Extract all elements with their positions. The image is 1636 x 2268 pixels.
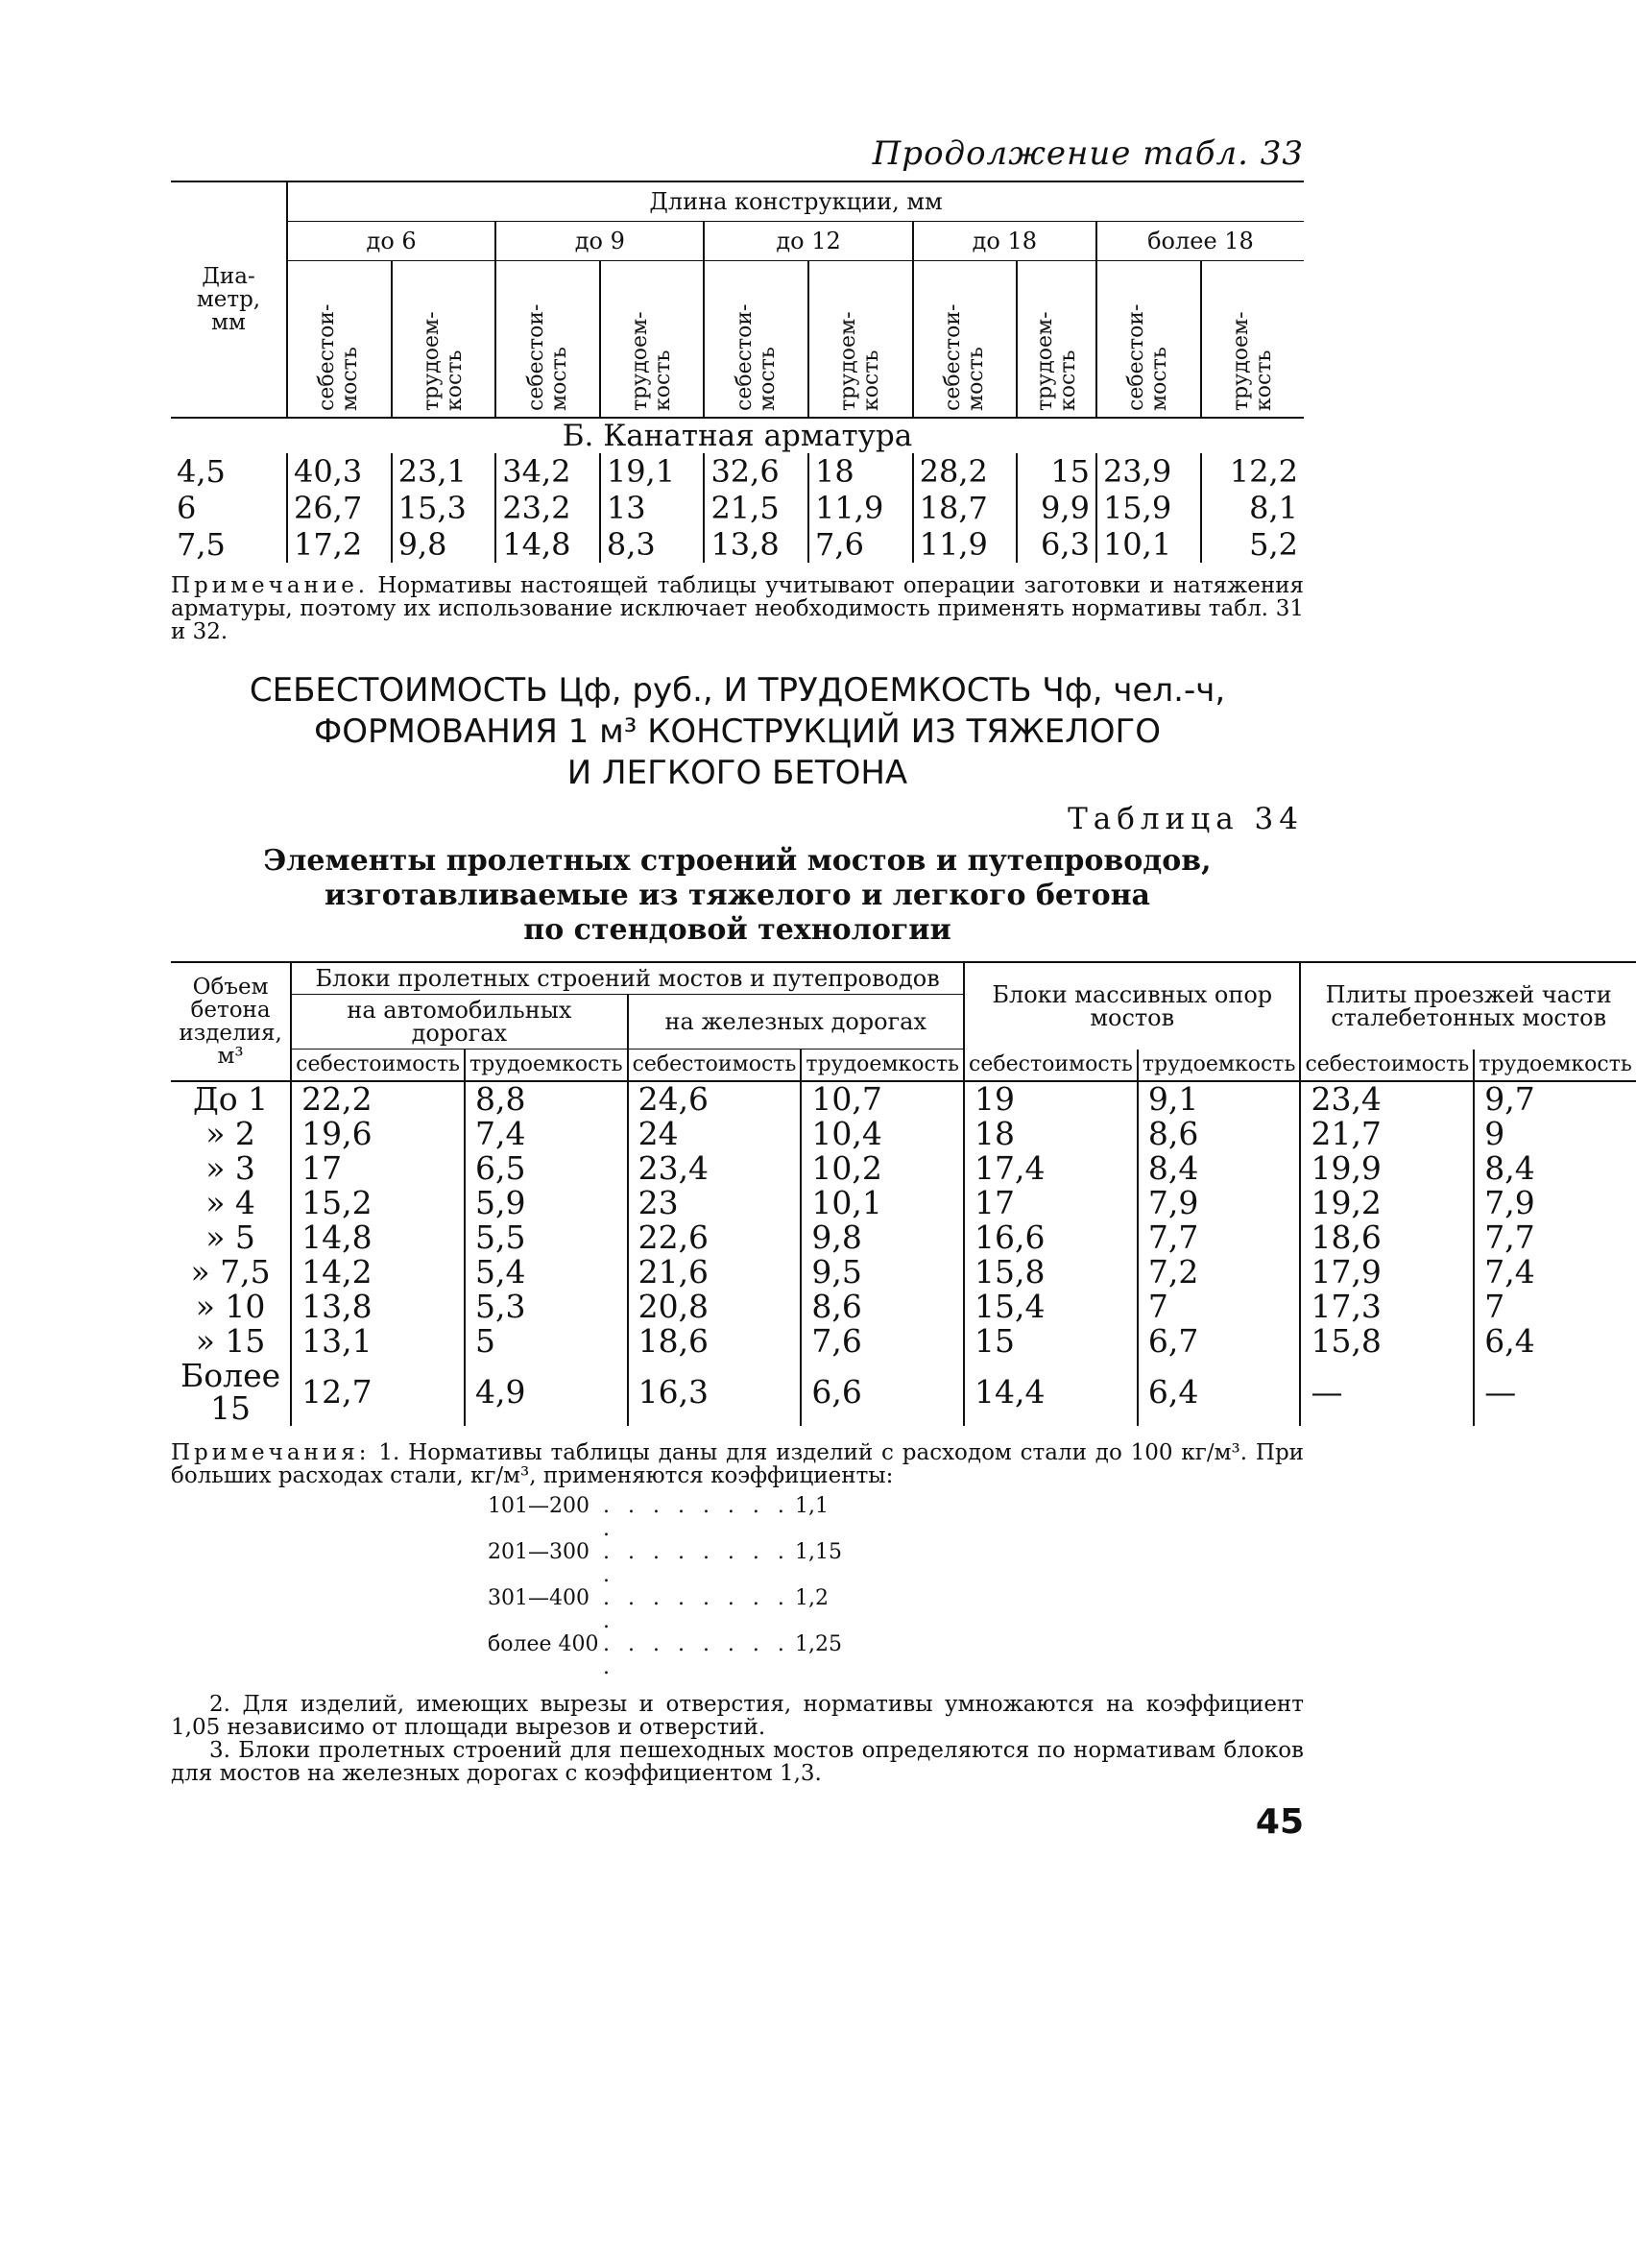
subheader-text: себестои- мость: [732, 303, 780, 411]
value-cell: 5,5: [465, 1220, 628, 1255]
coefficient-range: 101—200: [488, 1494, 589, 1518]
cost-subheader: себестоимость: [628, 1050, 802, 1082]
value-cell: 19,1: [600, 453, 705, 490]
value-cell: 8,1: [1201, 490, 1304, 526]
value-cell: 10,2: [801, 1151, 964, 1186]
note-33-label: Примечание.: [171, 573, 370, 598]
labor-subheader: трудоемкость: [801, 1050, 964, 1082]
value-cell: 18: [808, 453, 913, 490]
value-cell: 17: [964, 1186, 1138, 1220]
value-cell: 19: [964, 1081, 1138, 1117]
table-row: [171, 490, 1304, 526]
value-cell: 7,6: [801, 1324, 964, 1359]
subheader-text: трудоем- кость: [419, 311, 467, 411]
volume-cell: » 7,5: [190, 1253, 271, 1291]
supports-header: Блоки массивных опор мостов: [964, 962, 1300, 1050]
value-cell: 32,6: [704, 453, 808, 490]
volume-cell: » 10: [195, 1288, 266, 1325]
value-cell: 8,4: [1138, 1151, 1301, 1186]
table-33: [171, 181, 1304, 563]
table-row: [171, 1324, 1636, 1359]
volume-cell: До 1: [192, 1080, 269, 1118]
page: [171, 134, 1632, 1842]
value-cell: 9: [1474, 1117, 1636, 1151]
value-cell: 6,7: [1138, 1324, 1301, 1359]
table-subheading: [171, 844, 1304, 948]
value-cell: 19,9: [1300, 1151, 1474, 1186]
value-cell: —: [1474, 1359, 1636, 1426]
value-cell: 7,4: [465, 1117, 628, 1151]
value-cell: 15: [964, 1324, 1138, 1359]
subheading-line: изготавливаемые из тяжелого и легкого бетона: [325, 879, 1150, 912]
leader-dots: . . . . . . . . .: [603, 1632, 790, 1679]
value-cell: 15,3: [392, 490, 496, 526]
value-cell: 20,8: [628, 1290, 802, 1324]
heading-line: СЕБЕСТОИМОСТЬ Цф, руб., И ТРУДОЕМКОСТЬ Чф, чел.-ч,: [249, 671, 1226, 710]
coefficient-row: [488, 1633, 1304, 1679]
value-cell: 9,9: [1017, 490, 1096, 526]
cost-subheader: [495, 261, 600, 419]
cost-subheader: себестоимость: [964, 1050, 1138, 1082]
value-cell: 18: [964, 1117, 1138, 1151]
value-cell: 26,7: [287, 490, 392, 526]
coefficient-range: более 400: [488, 1632, 599, 1656]
value-cell: 15,4: [964, 1290, 1138, 1324]
value-cell: 19,2: [1300, 1186, 1474, 1220]
cost-subheader: [287, 261, 392, 419]
table-row: [171, 1151, 1636, 1186]
value-cell: 7,7: [1474, 1220, 1636, 1255]
value-cell: 12,2: [1201, 453, 1304, 490]
table-row: [171, 1117, 1636, 1151]
note-33: [171, 574, 1304, 643]
labor-subheader: трудоемкость: [1474, 1050, 1636, 1082]
diameter-header: Диа- метр, мм: [171, 181, 287, 418]
cost-subheader: себестоимость: [1300, 1050, 1474, 1082]
subheader-text: себестои- мость: [1124, 303, 1172, 411]
volume-cell: » 3: [205, 1149, 255, 1187]
length-group-header: до 18: [913, 222, 1096, 261]
table-number: Таблица 34: [1068, 802, 1304, 836]
labor-subheader: [600, 261, 705, 419]
coefficient-value: 1,1: [795, 1494, 829, 1518]
value-cell: 5,2: [1201, 526, 1304, 563]
table-row: [171, 1220, 1636, 1255]
volume-cell: » 15: [195, 1322, 266, 1360]
value-cell: 8,3: [600, 526, 705, 563]
rail-roads-header: на железных дорогах: [628, 995, 964, 1050]
value-cell: 19,6: [291, 1117, 465, 1151]
value-cell: 15: [1017, 453, 1096, 490]
value-cell: 4,9: [465, 1359, 628, 1426]
main-heading: [171, 670, 1304, 794]
subheader-text: трудоем- кость: [628, 311, 676, 411]
volume-header: Объем бетона изделия, м³: [179, 975, 282, 1069]
value-cell: 17,3: [1300, 1290, 1474, 1324]
table-row: [171, 453, 1304, 490]
value-cell: 7,6: [808, 526, 913, 563]
notes-34-label: Примечания:: [171, 1440, 371, 1465]
diameter-cell: 4,5: [177, 453, 226, 490]
value-cell: 34,2: [495, 453, 600, 490]
value-cell: 7,9: [1138, 1186, 1301, 1220]
table-row: [171, 1290, 1636, 1324]
leader-dots: . . . . . . . . .: [603, 1494, 790, 1541]
value-cell: 15,2: [291, 1186, 465, 1220]
value-cell: 23,1: [392, 453, 496, 490]
value-cell: 15,8: [964, 1255, 1138, 1290]
coefficient-list: [488, 1495, 1304, 1679]
heading-line: ФОРМОВАНИЯ 1 м³ КОНСТРУКЦИЙ ИЗ ТЯЖЕЛОГО: [314, 712, 1161, 751]
value-cell: 40,3: [287, 453, 392, 490]
leader-dots: . . . . . . . . .: [603, 1540, 790, 1587]
coefficient-value: 1,2: [795, 1586, 829, 1610]
value-cell: 8,6: [1138, 1117, 1301, 1151]
section-title: Б. Канатная арматура: [562, 419, 913, 453]
diameter-cell: 7,5: [177, 526, 226, 563]
coefficient-value: 1,15: [795, 1540, 842, 1564]
value-cell: 5: [465, 1324, 628, 1359]
auto-roads-header: на автомобильных дорогах: [291, 995, 627, 1050]
value-cell: 6,4: [1474, 1324, 1636, 1359]
cost-subheader: [704, 261, 808, 419]
value-cell: 14,2: [291, 1255, 465, 1290]
value-cell: 28,2: [913, 453, 1018, 490]
value-cell: 16,3: [628, 1359, 802, 1426]
cost-subheader: [913, 261, 1018, 419]
value-cell: 17,9: [1300, 1255, 1474, 1290]
coefficient-row: [488, 1587, 1304, 1633]
value-cell: 21,7: [1300, 1117, 1474, 1151]
subheader-text: себестои- мость: [523, 303, 571, 411]
value-cell: 9,1: [1138, 1081, 1301, 1117]
value-cell: 8,8: [465, 1081, 628, 1117]
slabs-header: Плиты проезжей части сталебетонных мостов: [1300, 962, 1635, 1050]
value-cell: 18,6: [628, 1324, 802, 1359]
value-cell: 12,7: [291, 1359, 465, 1426]
value-cell: 14,4: [964, 1359, 1138, 1426]
value-cell: 24,6: [628, 1081, 802, 1117]
value-cell: 16,6: [964, 1220, 1138, 1255]
leader-dots: . . . . . . . . .: [603, 1586, 790, 1633]
value-cell: 23,2: [495, 490, 600, 526]
value-cell: 15,8: [1300, 1324, 1474, 1359]
value-cell: 23,4: [628, 1151, 802, 1186]
labor-subheader: [392, 261, 496, 419]
value-cell: 11,9: [808, 490, 913, 526]
value-cell: 21,6: [628, 1255, 802, 1290]
note-34-2: 2. Для изделий, имеющих вырезы и отверстия, нормативы умножаются на коэффициент 1,05 независимо от площади вырезов и отверстий.: [171, 1692, 1304, 1740]
value-cell: 18,6: [1300, 1220, 1474, 1255]
diameter-cell: 6: [177, 490, 197, 526]
value-cell: 10,4: [801, 1117, 964, 1151]
value-cell: 14,8: [291, 1220, 465, 1255]
subheading-line: по стендовой технологии: [523, 913, 951, 947]
subheader-text: трудоем- кость: [1032, 311, 1080, 411]
value-cell: 7: [1474, 1290, 1636, 1324]
subheader-text: трудоем- кость: [836, 311, 884, 411]
value-cell: 22,2: [291, 1081, 465, 1117]
labor-subheader: [1201, 261, 1304, 419]
coefficient-row: [488, 1541, 1304, 1587]
volume-cell: Более 15: [180, 1357, 281, 1427]
value-cell: 8,4: [1474, 1151, 1636, 1186]
volume-cell: » 4: [205, 1184, 255, 1221]
value-cell: 17,2: [287, 526, 392, 563]
coefficient-range: 201—300: [488, 1540, 589, 1564]
value-cell: 7,4: [1474, 1255, 1636, 1290]
value-cell: 5,3: [465, 1290, 628, 1324]
value-cell: 6,4: [1138, 1359, 1301, 1426]
value-cell: 7,9: [1474, 1186, 1636, 1220]
coefficient-value: 1,25: [795, 1632, 842, 1656]
value-cell: 5,9: [465, 1186, 628, 1220]
volume-cell: » 2: [205, 1115, 255, 1152]
value-cell: 13,1: [291, 1324, 465, 1359]
value-cell: 7,7: [1138, 1220, 1301, 1255]
value-cell: 9,8: [392, 526, 496, 563]
table-row: [171, 1186, 1636, 1220]
subheader-text: трудоем- кость: [1228, 311, 1276, 411]
table-row: [171, 526, 1304, 563]
table-row: [171, 1255, 1636, 1290]
labor-subheader: трудоемкость: [465, 1050, 628, 1082]
value-cell: 23,4: [1300, 1081, 1474, 1117]
labor-subheader: [1017, 261, 1096, 419]
continuation-title: Продолжение табл. 33: [872, 134, 1304, 173]
table-row: [171, 1081, 1636, 1117]
value-cell: 23,9: [1096, 453, 1201, 490]
value-cell: 7: [1138, 1290, 1301, 1324]
value-cell: 18,7: [913, 490, 1018, 526]
value-cell: —: [1300, 1359, 1474, 1426]
labor-subheader: [808, 261, 913, 419]
value-cell: 7,2: [1138, 1255, 1301, 1290]
notes-34: [171, 1441, 1304, 1487]
heading-line: И ЛЕГКОГО БЕТОНА: [566, 754, 908, 792]
subheading-line: Элементы пролетных строений мостов и путепроводов,: [263, 844, 1212, 878]
value-cell: 10,1: [801, 1186, 964, 1220]
volume-cell: » 5: [205, 1218, 255, 1256]
value-cell: 11,9: [913, 526, 1018, 563]
length-group-header: до 6: [287, 222, 495, 261]
value-cell: 17: [291, 1151, 465, 1186]
value-cell: 23: [628, 1186, 802, 1220]
subheader-text: себестои- мость: [940, 303, 988, 411]
value-cell: 13,8: [704, 526, 808, 563]
value-cell: 6,3: [1017, 526, 1096, 563]
note-34-1: 1. Нормативы таблицы даны для изделий с расходом стали до 100 кг/м³. При больших расходах стали, кг/м³, применяются коэффициенты:: [171, 1440, 1304, 1488]
labor-subheader: трудоемкость: [1138, 1050, 1301, 1082]
value-cell: 10,7: [801, 1081, 964, 1117]
value-cell: 13: [600, 490, 705, 526]
value-cell: 17,4: [964, 1151, 1138, 1186]
table-34: [171, 961, 1636, 1426]
value-cell: 6,6: [801, 1359, 964, 1426]
page-number: 45: [1255, 1802, 1304, 1842]
value-cell: 9,5: [801, 1255, 964, 1290]
length-group-header: до 9: [495, 222, 704, 261]
note-34-3: 3. Блоки пролетных строений для пешеходных мостов определяются по нормативам блоков для мостов на железных дорогах с коэффициентом 1,3.: [171, 1738, 1304, 1786]
coefficient-row: [488, 1495, 1304, 1541]
note-33-text: Нормативы настоящей таблицы учитывают операции заготовки и натяжения арматуры, поэтому их использование исключает необходимость применять нормативы табл. 31 и 32.: [171, 573, 1304, 644]
value-cell: 21,5: [704, 490, 808, 526]
cost-subheader: [1096, 261, 1201, 419]
value-cell: 15,9: [1096, 490, 1201, 526]
table-row: [171, 1359, 1636, 1426]
value-cell: 13,8: [291, 1290, 465, 1324]
value-cell: 22,6: [628, 1220, 802, 1255]
value-cell: 9,7: [1474, 1081, 1636, 1117]
coefficient-range: 301—400: [488, 1586, 589, 1610]
value-cell: 8,6: [801, 1290, 964, 1324]
length-group-header: до 12: [704, 222, 912, 261]
value-cell: 6,5: [465, 1151, 628, 1186]
value-cell: 24: [628, 1117, 802, 1151]
length-group-header: более 18: [1096, 222, 1304, 261]
value-cell: 5,4: [465, 1255, 628, 1290]
value-cell: 14,8: [495, 526, 600, 563]
value-cell: 10,1: [1096, 526, 1201, 563]
value-cell: 9,8: [801, 1220, 964, 1255]
blocks-header: Блоки пролетных строений мостов и путепроводов: [291, 962, 964, 995]
cost-subheader: себестоимость: [291, 1050, 465, 1082]
length-header: Длина конструкции, мм: [287, 181, 1304, 222]
subheader-text: себестои- мость: [315, 303, 363, 411]
